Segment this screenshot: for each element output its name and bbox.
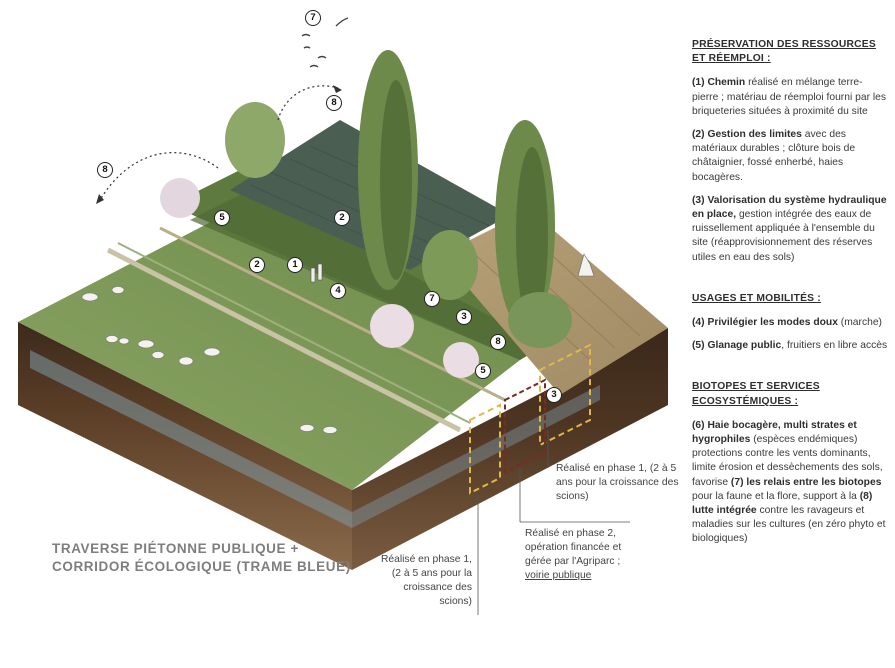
legend-item-4-text: (marche): [837, 317, 882, 329]
section-biotopes-heading: [692, 380, 888, 408]
poplar-tree-1-shade: [380, 80, 412, 280]
arrowhead-top: [333, 85, 342, 93]
section-resources-heading: [692, 38, 888, 66]
caption-phase2-text: Réalisé en phase 2, opération financée et gérée par l'Agriparc ;: [525, 528, 622, 567]
diagram-title: [52, 540, 351, 576]
legend-item-5-bold: (5) Glanage public: [692, 340, 782, 352]
legend-item-2: [692, 128, 888, 185]
section-resources-heading-1: PRÉSERVATION DES RESSOURCES: [692, 39, 876, 50]
title-line-2: CORRIDOR ÉCOLOGIQUE (TRAME BLEUE): [52, 559, 351, 574]
legend-item-2-bold: (2) Gestion des limites: [692, 129, 802, 141]
marker-8-left: 8: [97, 162, 113, 178]
section-usages-heading: USAGES ET MOBILITÉS :: [692, 292, 821, 304]
legend-item-6-bold: (6) Haie bocagère, multi strates et hygrophiles: [692, 419, 857, 446]
marker-4-walk: 4: [330, 283, 346, 299]
legend-item-6-text: (espèces endémiques) protections contre les vents dominants, limite érosion et dessèchements des sols, favorise: [692, 434, 883, 488]
legend-panel: [692, 38, 888, 556]
legend-item-5-text: , fruitiers en libre accès: [781, 340, 888, 352]
marker-3-water: 3: [546, 387, 562, 403]
legend-item-1-text: réalisé en mélange terre-pierre ; matériau de réemploi fourni par les briqueteries situées à proximité du site: [692, 77, 887, 117]
blossom-tree-3: [443, 342, 479, 378]
caption-phase1-right: Réalisé en phase 1, (2 à 5 ans pour la croissance des scions): [556, 463, 679, 502]
marker-5-left: 5: [214, 210, 230, 226]
title-line-1: TRAVERSE PIÉTONNE PUBLIQUE +: [52, 541, 299, 556]
legend-item-8-bold: (8) lutte intégrée: [692, 490, 873, 517]
legend-item-5: [692, 339, 888, 353]
marker-7-birds: 7: [305, 10, 321, 26]
legend-item-6-8: [692, 419, 888, 547]
arrowhead-left: [96, 194, 104, 204]
marker-2-hedge: 2: [334, 210, 350, 226]
legend-item-3-text: gestion intégrée des eaux de ruissellement appliquée à l'ensemble du site (réapprovisionnement des réserves utiles en eau des sols): [692, 209, 875, 263]
blossom-tree-1: [160, 178, 200, 218]
legend-item-4: [692, 316, 888, 330]
shrub-cluster-3: [508, 292, 572, 348]
blossom-tree-2: [370, 304, 414, 348]
marker-8-pest: 8: [490, 334, 506, 350]
legend-item-3-bold: (3) Valorisation du système hydraulique en place,: [692, 194, 887, 221]
section-resources-heading-2: ET RÉEMPLOI :: [692, 53, 771, 65]
shrub-cluster-1: [225, 102, 285, 178]
section-biotopes-heading-1: BIOTOPES ET SERVICES: [692, 381, 820, 393]
legend-item-7-text: pour la faune et la flore, support à la: [692, 490, 860, 502]
legend-item-3: [692, 194, 888, 265]
caption-phase2-link: voirie publique: [525, 570, 592, 581]
marker-2-limit: 2: [249, 257, 265, 273]
legend-item-8-text: contre les ravageurs et maladies sur les cultures (en zéro phyto et biologiques): [692, 505, 886, 545]
legend-item-2-text: avec des matériaux durables ; clôture bois de châtaignier, fossé enherbé, haies bocagères.: [692, 129, 856, 183]
marker-1-path: 1: [287, 257, 303, 273]
marker-8-top: 8: [326, 95, 342, 111]
legend-item-1: [692, 76, 888, 119]
caption-phase1-left: Réalisé en phase 1, (2 à 5 ans pour la croissance des scions): [380, 554, 472, 607]
shrub-cluster-2: [422, 230, 478, 300]
legend-item-4-bold: (4) Privilégier les modes doux: [692, 317, 838, 329]
marker-3-hydraulic: 3: [456, 309, 472, 325]
marker-5-glean: 5: [475, 363, 491, 379]
caption-phase2: [525, 527, 640, 583]
legend-item-7-bold: (7) les relais entre les biotopes: [730, 476, 882, 488]
marker-7-relay: 7: [424, 291, 440, 307]
legend-item-1-bold: (1) Chemin: [692, 77, 746, 89]
section-biotopes-heading-2: ECOSYSTÉMIQUES :: [692, 395, 799, 407]
